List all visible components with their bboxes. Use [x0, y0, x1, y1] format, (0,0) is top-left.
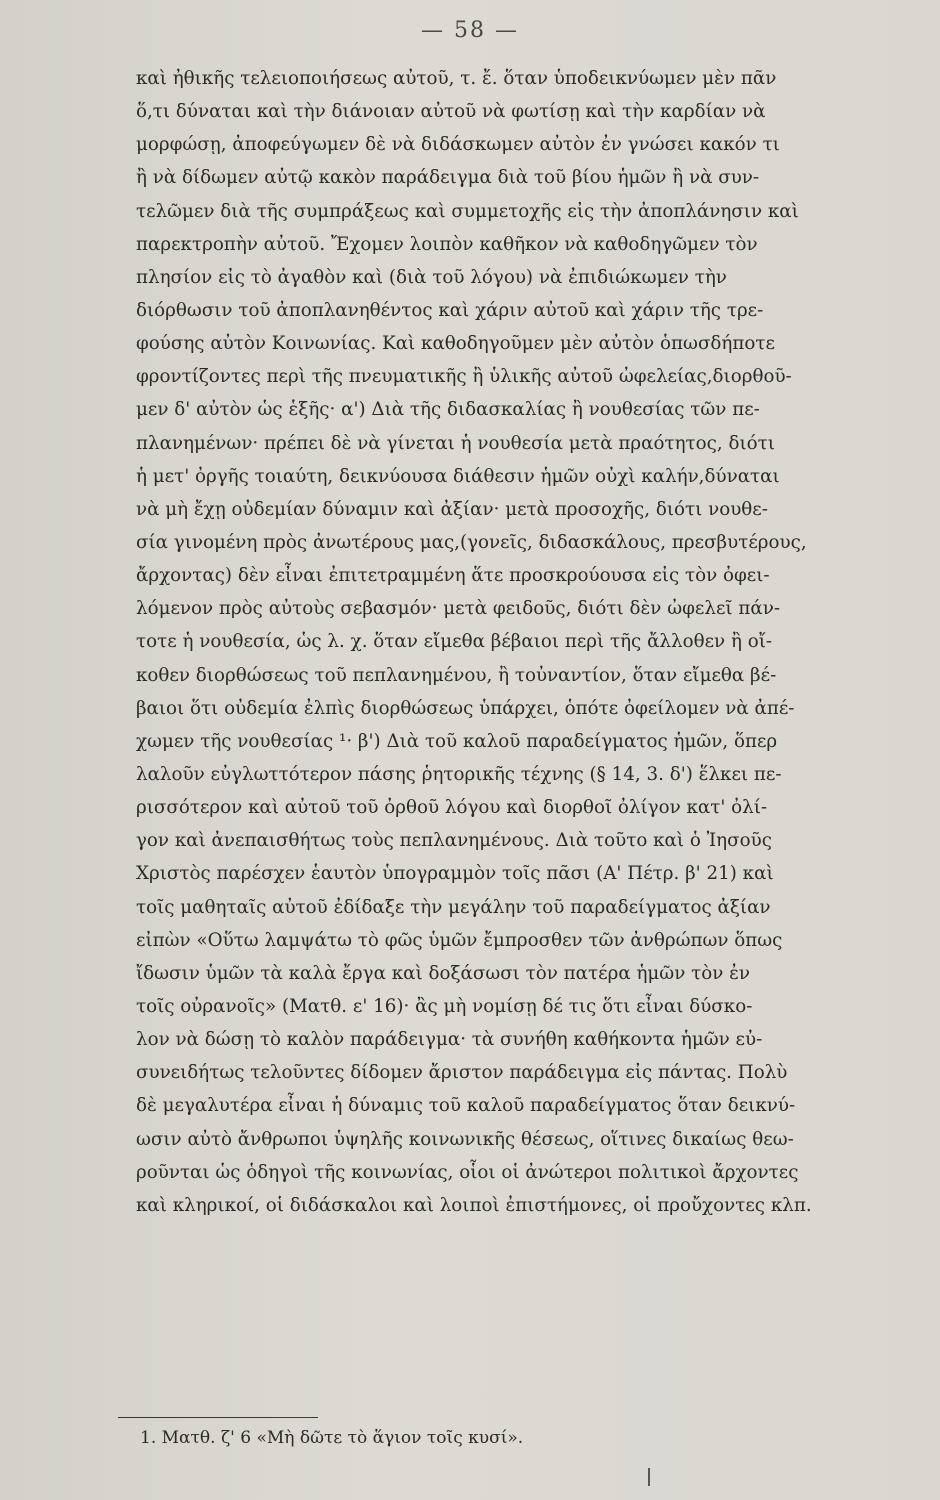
text-line: λόμενον πρὸς αὐτοὺς σεβασμόν· μετὰ φειδοῦς, διότι δὲν ὠφελεῖ πάν-: [136, 598, 781, 620]
text-line: Χριστὸς παρέσχεν ἑαυτὸν ὑπογραμμὸν τοῖς πᾶσι (Α' Πέτρ. β' 21) καὶ: [136, 863, 774, 885]
text-line: διόρθωσιν τοῦ ἀποπλανηθέντος καὶ χάριν αὐτοῦ καὶ χάριν τῆς τρε-: [136, 299, 764, 321]
text-line: γον καὶ ἀνεπαισθήτως τοὺς πεπλανημένους. Διὰ τοῦτο καὶ ὁ Ἰησοῦς: [136, 830, 772, 852]
text-line: τοῖς οὐρανοῖς» (Ματθ. ε' 16)· ἂς μὴ νομίσῃ δέ τις ὅτι εἶναι δύσκο-: [136, 995, 753, 1017]
text-line: μεν δ' αὐτὸν ὡς ἑξῆς· α') Διὰ τῆς διδασκαλίας ἢ νουθεσίας τῶν πε-: [136, 399, 760, 421]
text-line: φροντίζοντες περὶ τῆς πνευματικῆς ἢ ὑλικῆς αὐτοῦ ὠφελείας,διορθοῦ-: [136, 366, 792, 388]
body-text: [136, 62, 936, 1222]
text-line: νὰ μὴ ἔχῃ οὐδεμίαν δύναμιν καὶ ἀξίαν· μετὰ προσοχῆς, διότι νουθε-: [136, 498, 768, 520]
page-number: — 58 —: [421, 18, 519, 43]
text-line: βαιοι ὅτι οὐδεμία ἐλπὶς διορθώσεως ὑπάρχει, ὁπότε ὀφείλομεν νὰ ἀπέ-: [136, 697, 795, 719]
text-line: ἡ μετ' ὀργῆς τοιαύτη, δεικνύουσα διάθεσιν ἡμῶν οὐχὶ καλήν,δύναται: [136, 465, 780, 487]
text-line: τοῖς μαθηταῖς αὐτοῦ ἐδίδαξε τὴν μεγάλην τοῦ παραδείγματος ἀξίαν: [136, 896, 771, 918]
text-line: εἰπὼν «Οὕτω λαμψάτω τὸ φῶς ὑμῶν ἔμπροσθεν τῶν ἀνθρώπων ὅπως: [136, 929, 783, 951]
text-line: καὶ ἠθικῆς τελειοποιήσεως αὐτοῦ, τ. ἔ. ὅταν ὑποδεικνύωμεν μὲν πᾶν: [136, 68, 777, 89]
footnote-divider: [118, 1417, 318, 1418]
page-mark: [648, 1468, 650, 1486]
text-line: δὲ μεγαλυτέρα εἶναι ἡ δύναμις τοῦ καλοῦ παραδείγματος ὅταν δεικνύ-: [136, 1095, 796, 1117]
text-line: καὶ κληρικοί, οἱ διδάσκαλοι καὶ λοιποὶ ἐπιστήμονες, οἱ προὔχοντες κλπ.: [136, 1194, 812, 1216]
text-line: ἄρχοντας) δὲν εἶναι ἐπιτετραμμένη ἅτε προσκρούουσα εἰς τὸν ὀφει-: [136, 565, 770, 587]
text-line: ροῦνται ὡς ὁδηγοὶ τῆς κοινωνίας, οἷοι οἱ ἀνώτεροι πολιτικοὶ ἄρχοντες: [136, 1161, 799, 1183]
text-line: κοθεν διορθώσεως τοῦ πεπλανημένου, ἢ τοὐναντίον, ὅταν εἴμεθα βέ-: [136, 664, 777, 686]
text-line: ἴδωσιν ὑμῶν τὰ καλὰ ἔργα καὶ δοξάσωσι τὸν πατέρα ἡμῶν τὸν ἐν: [136, 962, 751, 984]
text-line: πλανημένων· πρέπει δὲ νὰ γίνεται ἡ νουθεσία μετὰ πραότητος, διότι: [136, 432, 775, 454]
text-line: λαλοῦν εὐγλωττότερον πάσης ῥητορικῆς τέχνης (§ 14, 3. δ') ἕλκει πε-: [136, 763, 782, 785]
text-line: συνειδήτως τελοῦντες δίδομεν ἄριστον παράδειγμα εἰς πάντας. Πολὺ: [136, 1062, 788, 1084]
text-line: πλησίον εἰς τὸ ἀγαθὸν καὶ (διὰ τοῦ λόγου) νὰ ἐπιδιώκωμεν τὴν: [136, 266, 727, 288]
text-line: φούσης αὐτὸν Κοινωνίας. Καὶ καθοδηγοῦμεν μὲν αὐτὸν ὁπωσδήποτε: [136, 333, 775, 355]
text-line: τοτε ἡ νουθεσία, ὡς λ. χ. ὅταν εἴμεθα βέβαιοι περὶ τῆς ἄλλοθεν ἢ οἴ-: [136, 631, 773, 653]
text-line: μορφώσῃ, ἀποφεύγωμεν δὲ νὰ διδάσκωμεν αὐτὸν ἐν γνώσει κακόν τι: [136, 134, 780, 156]
footnote: 1. Ματθ. ζ' 6 «Μὴ δῶτε τὸ ἅγιον τοῖς κυσί».: [140, 1428, 524, 1448]
text-line: χωμεν τῆς νουθεσίας ¹· β') Διὰ τοῦ καλοῦ παραδείγματος ἡμῶν, ὅπερ: [136, 730, 778, 752]
text-line: λον νὰ δώσῃ τὸ καλὸν παράδειγμα· τὰ συνήθη καθήκοντα ἡμῶν εὐ-: [136, 1029, 763, 1051]
text-line: τελῶμεν διὰ τῆς συμπράξεως καὶ συμμετοχῆς εἰς τὴν ἀποπλάνησιν καὶ: [136, 200, 799, 222]
text-line: ωσιν αὐτὸ ἄνθρωποι ὑψηλῆς κοινωνικῆς θέσεως, οἵτινες δικαίως θεω-: [136, 1128, 794, 1150]
text-line: παρεκτροπὴν αὐτοῦ. Ἔχομεν λοιπὸν καθῆκον νὰ καθοδηγῶμεν τὸν: [136, 233, 758, 255]
text-line: ἢ νὰ δίδωμεν αὐτῷ κακὸν παράδειγμα διὰ τοῦ βίου ἡμῶν ἢ νὰ συν-: [136, 167, 760, 189]
text-line: ὅ,τι δύναται καὶ τὴν διάνοιαν αὐτοῦ νὰ φωτίσῃ καὶ τὴν καρδίαν νὰ: [136, 101, 766, 123]
text-line: σία γινομένη πρὸς ἀνωτέρους μας,(γονεῖς, διδασκάλους, πρεσβυτέρους,: [136, 531, 807, 553]
text-line: ρισσότερον καὶ αὐτοῦ τοῦ ὀρθοῦ λόγου καὶ διορθοῖ ὀλίγον κατ' ὀλί-: [136, 797, 768, 819]
